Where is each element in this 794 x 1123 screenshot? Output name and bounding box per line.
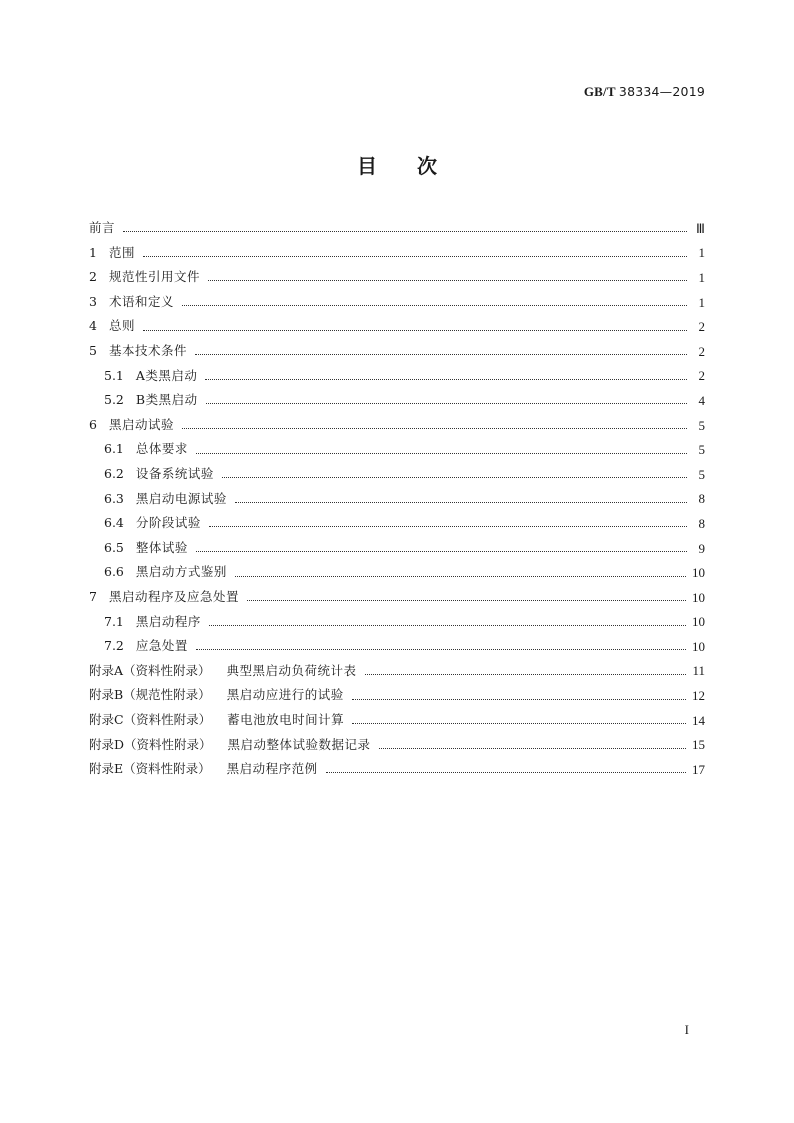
- toc-leader-dots: [247, 599, 686, 601]
- toc-entry-page: 10: [692, 589, 705, 605]
- toc-entry-page: 8: [698, 515, 705, 531]
- toc-leader-dots: [235, 575, 686, 577]
- toc-entry[interactable]: [89, 265, 705, 290]
- toc-entry-number: 5.2: [104, 392, 124, 408]
- toc-leader-dots: [206, 402, 687, 404]
- toc-entry-page: 10: [692, 565, 705, 581]
- toc-entry-number: 6.3: [104, 490, 124, 506]
- table-of-contents: [89, 216, 705, 782]
- toc-entry-page: 14: [692, 712, 705, 728]
- toc-entry-title: A类黑启动: [135, 367, 198, 383]
- standard-number: [584, 84, 705, 100]
- toc-entry[interactable]: [89, 216, 705, 241]
- toc-leader-dots: [208, 279, 687, 281]
- toc-entry-title: 蓄电池放电时间计算: [227, 711, 345, 727]
- toc-entry[interactable]: [89, 290, 705, 315]
- toc-leader-dots: [143, 329, 687, 331]
- toc-entry-title: 前言: [89, 220, 116, 236]
- toc-entry-number: 3: [89, 293, 97, 309]
- toc-entry-page: 9: [698, 540, 705, 556]
- toc-entry[interactable]: [89, 462, 705, 487]
- toc-leader-dots: [379, 747, 686, 749]
- toc-entry-number: 6.6: [104, 564, 124, 580]
- toc-leader-dots: [123, 230, 687, 232]
- toc-entry-number: 2: [89, 269, 97, 285]
- toc-entry-page: 5: [698, 442, 705, 458]
- toc-entry-number: 5: [89, 343, 97, 359]
- toc-entry[interactable]: [89, 487, 705, 512]
- toc-leader-dots: [365, 673, 687, 675]
- toc-leader-dots: [352, 722, 686, 724]
- toc-leader-dots: [352, 698, 686, 700]
- toc-entry-number: 6.2: [104, 465, 124, 481]
- toc-entry-number: 6.1: [104, 441, 124, 457]
- toc-entry-page: Ⅲ: [696, 220, 705, 236]
- toc-leader-dots: [195, 353, 687, 355]
- toc-leader-dots: [222, 476, 687, 478]
- toc-entry-number: 5.1: [104, 367, 124, 383]
- toc-entry-title: 术语和定义: [108, 293, 174, 309]
- toc-entry-page: 11: [692, 663, 705, 679]
- toc-entry-title: 整体试验: [135, 539, 188, 555]
- toc-entry-page: 15: [692, 737, 705, 753]
- toc-entry-page: 10: [692, 614, 705, 630]
- toc-entry[interactable]: [89, 339, 705, 364]
- toc-entry-number: 6.4: [104, 515, 124, 531]
- toc-entry-page: 5: [698, 417, 705, 433]
- toc-entry-number: 6: [89, 416, 97, 432]
- toc-entry-title: 规范性引用文件: [108, 269, 200, 285]
- toc-entry[interactable]: [89, 610, 705, 635]
- page-title: 目次: [357, 154, 477, 178]
- toc-leader-dots: [196, 452, 687, 454]
- toc-entry[interactable]: [89, 683, 705, 708]
- toc-leader-dots: [235, 501, 687, 503]
- toc-entry-page: 2: [698, 343, 705, 359]
- toc-entry-number: 附录B（规范性附录）: [89, 687, 211, 703]
- toc-entry-number: 7: [89, 588, 97, 604]
- toc-leader-dots: [182, 427, 687, 429]
- standard-code: GB/T: [583, 84, 616, 99]
- toc-leader-dots: [196, 550, 687, 552]
- toc-entry-number: 6.5: [104, 539, 124, 555]
- toc-leader-dots: [326, 771, 686, 773]
- toc-entry[interactable]: [89, 757, 705, 782]
- toc-entry-number: 1: [89, 244, 97, 260]
- toc-entry-page: 10: [692, 638, 705, 654]
- toc-leader-dots: [209, 525, 687, 527]
- toc-entry-title: 黑启动试验: [108, 416, 174, 432]
- toc-entry-title: 黑启动程序及应急处置: [108, 588, 239, 604]
- toc-entry-title: 黑启动应进行的试验: [226, 687, 344, 703]
- toc-entry-number: 附录E（资料性附录）: [89, 761, 211, 777]
- toc-entry-number: 7.1: [104, 613, 124, 629]
- toc-entry-title: 黑启动程序: [135, 613, 201, 629]
- toc-entry[interactable]: [89, 388, 705, 413]
- toc-entry[interactable]: [89, 659, 705, 684]
- toc-entry[interactable]: [89, 413, 705, 438]
- toc-entry-title: 总体要求: [135, 441, 188, 457]
- toc-entry-title: 范围: [108, 244, 135, 260]
- toc-entry-number: 4: [89, 318, 97, 334]
- toc-entry[interactable]: [89, 560, 705, 585]
- toc-leader-dots: [182, 304, 687, 306]
- toc-entry-page: 12: [692, 688, 705, 704]
- toc-entry-number: 附录C（资料性附录）: [89, 711, 212, 727]
- toc-entry[interactable]: [89, 314, 705, 339]
- toc-entry[interactable]: [89, 364, 705, 389]
- toc-entry-page: 2: [698, 368, 705, 384]
- toc-entry[interactable]: [89, 437, 705, 462]
- toc-entry[interactable]: [89, 536, 705, 561]
- toc-entry-title: 总则: [108, 318, 135, 334]
- toc-entry-title: 基本技术条件: [108, 343, 187, 359]
- toc-entry-title: 分阶段试验: [135, 515, 201, 531]
- toc-entry-page: 5: [698, 466, 705, 482]
- toc-leader-dots: [209, 624, 686, 626]
- toc-entry-number: 附录A（资料性附录）: [89, 662, 211, 678]
- toc-entry-title: 黑启动整体试验数据记录: [227, 736, 371, 752]
- toc-entry-page: 1: [698, 269, 705, 285]
- toc-leader-dots: [143, 255, 687, 257]
- toc-leader-dots: [205, 378, 687, 380]
- toc-leader-dots: [196, 648, 686, 650]
- toc-entry-page: 8: [698, 491, 705, 507]
- toc-entry[interactable]: [89, 511, 705, 536]
- toc-entry-number: 附录D（资料性附录）: [89, 736, 212, 752]
- toc-entry-title: 黑启动程序范例: [226, 761, 318, 777]
- toc-entry-page: 1: [698, 245, 705, 261]
- toc-entry[interactable]: [89, 634, 705, 659]
- toc-entry-page: 2: [698, 319, 705, 335]
- toc-entry[interactable]: [89, 241, 705, 266]
- toc-entry-title: 应急处置: [135, 638, 188, 654]
- toc-entry[interactable]: [89, 708, 705, 733]
- standard-number-year: 38334—2019: [618, 84, 705, 99]
- toc-entry-title: 典型黑启动负荷统计表: [226, 662, 357, 678]
- toc-entry-page: 1: [698, 294, 705, 310]
- toc-entry-title: 黑启动电源试验: [135, 490, 227, 506]
- toc-entry-title: 设备系统试验: [135, 465, 214, 481]
- toc-entry-number: 7.2: [104, 638, 124, 654]
- toc-entry-page: 17: [692, 761, 705, 777]
- toc-entry-title: 黑启动方式鉴别: [135, 564, 227, 580]
- toc-entry-title: B类黑启动: [135, 392, 198, 408]
- toc-entry[interactable]: [89, 732, 705, 757]
- toc-entry[interactable]: [89, 585, 705, 610]
- toc-entry-page: 4: [698, 392, 705, 408]
- page-number: I: [684, 1022, 689, 1037]
